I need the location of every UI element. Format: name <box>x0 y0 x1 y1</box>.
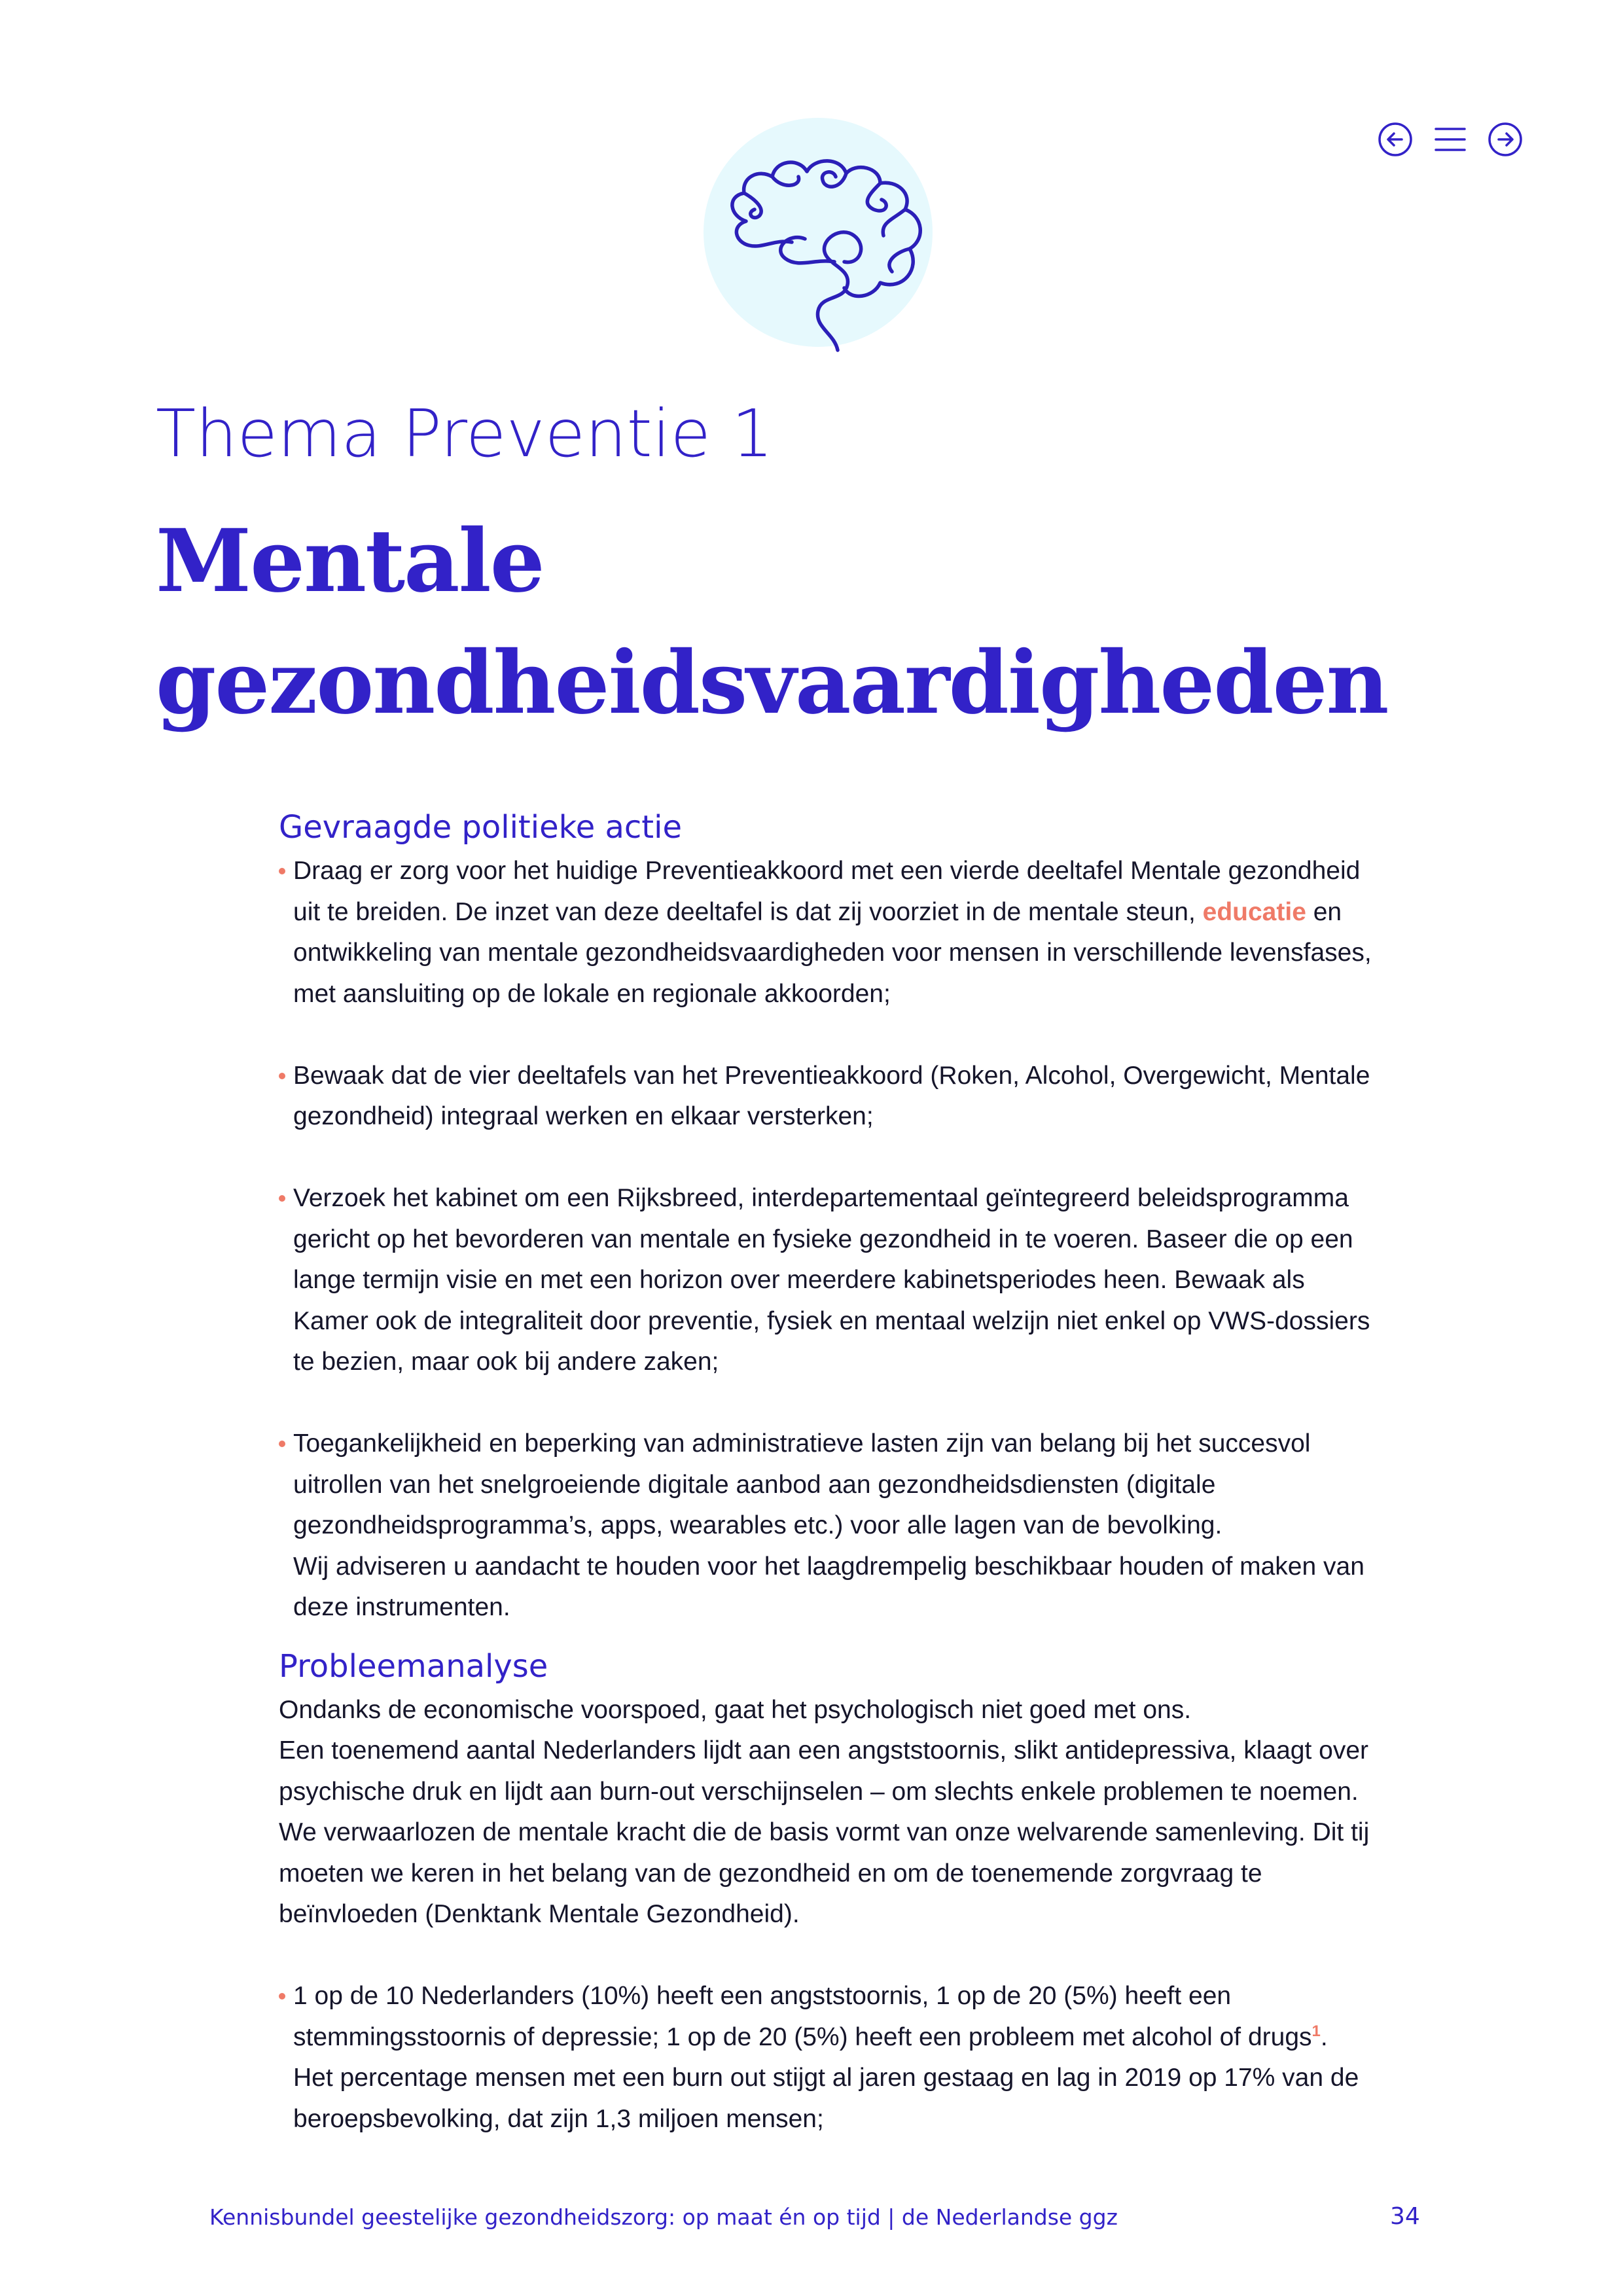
political-action-list <box>279 851 1378 1628</box>
list-item <box>279 1178 1378 1383</box>
brain-icon <box>684 111 952 360</box>
bullet-text: Draag er zorg voor het huidige Preventieakkoord met een vierde deeltafel Mentale gezondheid uit te breiden. De inzet van deze deeltafel is dat zij voorziet in de mentale steun, <box>293 857 1361 926</box>
list-item <box>279 851 1378 1014</box>
arrow-right-circle-icon[interactable] <box>1487 121 1524 158</box>
paragraph-text: Ondanks de economische voorspoed, gaat het psychologisch niet goed met ons. <box>279 1695 1192 1724</box>
bullet-text: Verzoek het kabinet om een Rijksbreed, interdepartementaal geïntegreerd beleidsprogramma gericht op het bevorderen van mentale en fysieke gezondheid in te voeren. Baseer die op een lange termijn visie en met een horizon over meerdere kabinetsperiodes heen. Bewaak als Kamer ook de integraliteit door preventie, fysiek en mentaal welzijn niet enkel op VWS-dossiers te bezien, maar ook bij andere zaken; <box>293 1184 1370 1376</box>
problem-analysis-list <box>279 1976 1378 2140</box>
bullet-text: 1 op de 10 Nederlanders (10%) heeft een angststoornis, 1 op de 20 (5%) heeft een stemmingsstoornis of depressie; 1 op de 20 (5%) heeft een probleem met alcohol of drugs <box>293 1982 1312 2051</box>
footnote-link[interactable]: 1 <box>1311 2022 1321 2040</box>
list-item <box>279 1976 1378 2140</box>
section-heading-political-action: Gevraagde politieke actie <box>279 809 682 846</box>
bullet-text: Wij adviseren u aandacht te houden voor het laagdrempelig beschikbaar houden of maken van deze instrumenten. <box>293 1552 1364 1621</box>
arrow-left-circle-icon[interactable] <box>1377 121 1414 158</box>
theme-kicker: Thema Preventie 1 <box>156 395 774 472</box>
list-item <box>279 1424 1378 1628</box>
highlight-term-link[interactable]: educatie <box>1202 897 1306 926</box>
bullet-text: . <box>1320 2022 1328 2051</box>
bullet-text: Bewaak dat de vier deeltafels van het Preventieakkoord (Roken, Alcohol, Overgewicht, Mentale gezondheid) integraal werken en elkaar versterken; <box>293 1061 1370 1130</box>
hamburger-menu-icon[interactable] <box>1432 121 1469 158</box>
page-navigation <box>1377 121 1524 158</box>
page-number: 34 <box>1390 2203 1420 2230</box>
main-content <box>279 804 1378 2154</box>
bullet-text: Toegankelijkheid en beperking van administratieve lasten zijn van belang bij het succesvol uitrollen van het snelgroeiende digitale aanbod aan gezondheidsdiensten (digitale gezondheidsprogramma’s, apps, wearables etc.) voor alle lagen van de bevolking. <box>293 1429 1311 1539</box>
page-title <box>156 501 1530 744</box>
title-line-1: Mentale <box>156 511 544 612</box>
title-line-2: gezondheidsvaardigheden <box>156 632 1388 734</box>
bullet-text: Het percentage mensen met een burn out stijgt al jaren gestaag en lag in 2019 op 17% van de beroepsbevolking, dat zijn 1,3 miljoen mensen; <box>293 2064 1359 2133</box>
bullet-text: en ontwikkeling van mentale gezondheidsvaardigheden voor mensen in verschillende levensfases, met aansluiting op de lokale en regionale akkoorden; <box>293 897 1372 1008</box>
list-item <box>279 1056 1378 1138</box>
problem-analysis-intro <box>279 1690 1378 1935</box>
paragraph-text: Een toenemend aantal Nederlanders lijdt aan een angststoornis, slikt antidepressiva, klaagt over psychische druk en lijdt aan burn-out verschijnselen – om slechts enkele problemen te noemen. We verwaarlozen de mentale kracht die de basis vormt van onze welvarende samenleving. Dit tij moeten we keren in het belang van de gezondheid en om de toenemende zorgvraag te beïnvloeden (Denktank Mentale Gezondheid). <box>279 1736 1370 1928</box>
footer-text: Kennisbundel geestelijke gezondheidszorg: op maat én op tijd | de Nederlandse ggz <box>209 2204 1118 2230</box>
section-heading-problem-analysis: Probleemanalyse <box>279 1647 548 1685</box>
